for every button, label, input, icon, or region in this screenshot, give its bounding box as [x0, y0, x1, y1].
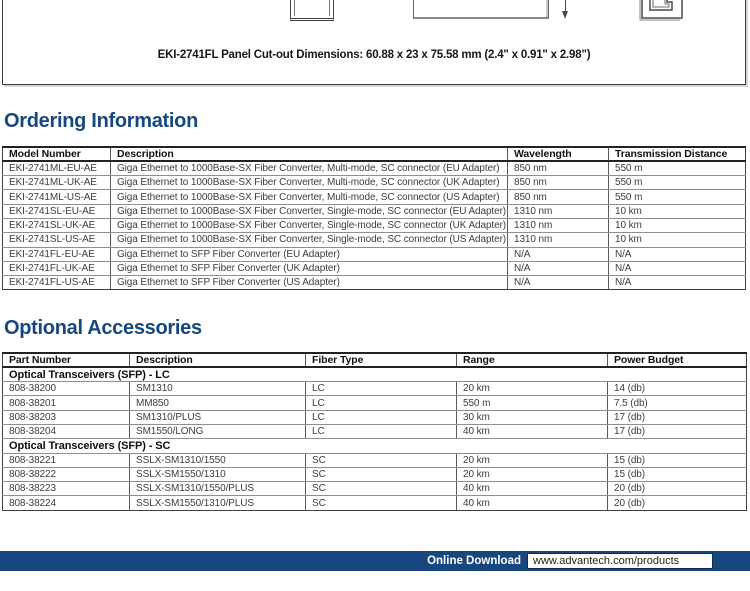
table-cell: LC: [306, 382, 457, 396]
table-row: [3, 247, 746, 261]
column-header: Model Number: [3, 147, 111, 161]
table-row: [3, 218, 746, 232]
table-cell: SM1550/LONG: [130, 424, 306, 438]
table-row: [3, 453, 747, 467]
table-cell: LC: [306, 424, 457, 438]
table-cell: Giga Ethernet to 1000Base-SX Fiber Converter, Multi-mode, SC connector (UK Adapter): [111, 176, 508, 190]
diagram-caption: EKI-2741FL Panel Cut-out Dimensions: 60.88 x 23 x 75.58 mm (2.4" x 0.91" x 2.98"): [157, 49, 591, 61]
header-row: [3, 147, 746, 161]
table-cell: 850 nm: [508, 176, 609, 190]
column-header: Wavelength: [508, 147, 609, 161]
table-row: [3, 233, 746, 247]
table-cell: 550 m: [609, 161, 746, 175]
table-cell: N/A: [609, 247, 746, 261]
table-cell: 10 km: [609, 218, 746, 232]
table-row: [3, 161, 746, 175]
column-header: Description: [130, 353, 306, 367]
table-cell: 808-38203: [3, 410, 130, 424]
ordering-information-title: Ordering Information: [4, 110, 199, 132]
table-cell: 15 (db): [608, 453, 747, 467]
table-cell: SSLX-SM1310/1550/PLUS: [130, 482, 306, 496]
table-cell: 850 nm: [508, 161, 609, 175]
download-url-link[interactable]: www.advantech.com/products: [527, 553, 713, 569]
table-cell: 40 km: [457, 424, 608, 438]
table-cell: EKI-2741FL-US-AE: [3, 276, 111, 290]
table-row: [3, 276, 746, 290]
table-cell: 808-38204: [3, 424, 130, 438]
table-cell: Giga Ethernet to SFP Fiber Converter (UK Adapter): [111, 261, 508, 275]
table-cell: 17 (db): [608, 410, 747, 424]
table-cell: 808-38201: [3, 396, 130, 410]
table-cell: EKI-2741FL-UK-AE: [3, 261, 111, 275]
table-row: [3, 424, 747, 438]
table-cell: 808-38223: [3, 482, 130, 496]
accessories-table: [2, 352, 747, 511]
table-cell: LC: [306, 410, 457, 424]
panel-frame-side-view: [290, 0, 334, 21]
table-row: [3, 467, 747, 481]
online-download-label: Online Download: [427, 555, 521, 567]
table-cell: 20 (db): [608, 496, 747, 510]
table-cell: N/A: [609, 261, 746, 275]
header-row: [3, 353, 747, 367]
table-cell: Giga Ethernet to 1000Base-SX Fiber Converter, Single-mode, SC connector (EU Adapter): [111, 204, 508, 218]
table-cell: EKI-2741ML-UK-AE: [3, 176, 111, 190]
online-download-bar: [0, 551, 750, 571]
table-cell: 808-38224: [3, 496, 130, 510]
table-row: [3, 410, 747, 424]
table-cell: MM850: [130, 396, 306, 410]
table-cell: 1310 nm: [508, 233, 609, 247]
table-cell: Giga Ethernet to SFP Fiber Converter (EU Adapter): [111, 247, 508, 261]
table-cell: 550 m: [609, 176, 746, 190]
column-header: Part Number: [3, 353, 130, 367]
sc-connector-icon: [637, 0, 687, 22]
table-cell: 1310 nm: [508, 204, 609, 218]
table-cell: 20 (db): [608, 482, 747, 496]
panel-frame-inner-line: [294, 0, 330, 16]
table-cell: 17 (db): [608, 424, 747, 438]
table-cell: 40 km: [457, 482, 608, 496]
table-row: [3, 382, 747, 396]
table-cell: 10 km: [609, 204, 746, 218]
table-cell: EKI-2741SL-UK-AE: [3, 218, 111, 232]
section-row: [3, 439, 747, 453]
table-cell: Giga Ethernet to 1000Base-SX Fiber Converter, Multi-mode, SC connector (US Adapter): [111, 190, 508, 204]
table-cell: 550 m: [609, 190, 746, 204]
table-cell: SC: [306, 482, 457, 496]
optional-accessories-title: Optional Accessories: [4, 317, 202, 339]
table-row: [3, 261, 746, 275]
table-cell: 20 km: [457, 467, 608, 481]
table-cell: 850 nm: [508, 190, 609, 204]
table-cell: N/A: [508, 261, 609, 275]
table-row: [3, 482, 747, 496]
table-row: [3, 396, 747, 410]
column-header: Transmission Distance: [609, 147, 746, 161]
table-cell: 550 m: [457, 396, 608, 410]
table-cell: 808-38221: [3, 453, 130, 467]
table-cell: N/A: [508, 276, 609, 290]
table-cell: SM1310/PLUS: [130, 410, 306, 424]
table-cell: EKI-2741SL-US-AE: [3, 233, 111, 247]
table-cell: 20 km: [457, 382, 608, 396]
table-cell: Giga Ethernet to 1000Base-SX Fiber Converter, Single-mode, SC connector (UK Adapter): [111, 218, 508, 232]
table-cell: 808-38222: [3, 467, 130, 481]
table-cell: EKI-2741ML-US-AE: [3, 190, 111, 204]
table-cell: SC: [306, 453, 457, 467]
column-header: Range: [457, 353, 608, 367]
table-cell: EKI-2741SL-EU-AE: [3, 204, 111, 218]
table-cell: LC: [306, 396, 457, 410]
column-header: Fiber Type: [306, 353, 457, 367]
ordering-table: [2, 146, 746, 290]
table-cell: N/A: [609, 276, 746, 290]
table-row: [3, 496, 747, 510]
panel-cutout-diagram: [2, 0, 746, 85]
table-row: [3, 190, 746, 204]
table-cell: 20 km: [457, 453, 608, 467]
table-cell: 808-38200: [3, 382, 130, 396]
table-cell: SC: [306, 496, 457, 510]
table-cell: 40 km: [457, 496, 608, 510]
table-cell: 7.5 (db): [608, 396, 747, 410]
section-row: [3, 367, 747, 381]
table-cell: N/A: [508, 247, 609, 261]
table-cell: Giga Ethernet to SFP Fiber Converter (US Adapter): [111, 276, 508, 290]
table-cell: 10 km: [609, 233, 746, 247]
table-cell: Giga Ethernet to 1000Base-SX Fiber Converter, Multi-mode, SC connector (EU Adapter): [111, 161, 508, 175]
table-cell: SSLX-SM1550/1310/PLUS: [130, 496, 306, 510]
panel-plate-view: [413, 0, 549, 19]
table-cell: SSLX-SM1550/1310: [130, 467, 306, 481]
table-cell: 1310 nm: [508, 218, 609, 232]
section-label: Optical Transceivers (SFP) - LC: [3, 367, 747, 381]
table-cell: SC: [306, 467, 457, 481]
dimension-arrowhead-icon: [562, 11, 568, 19]
table-cell: EKI-2741FL-EU-AE: [3, 247, 111, 261]
table-cell: SSLX-SM1310/1550: [130, 453, 306, 467]
table-cell: EKI-2741ML-EU-AE: [3, 161, 111, 175]
column-header: Power Budget: [608, 353, 747, 367]
table-cell: 15 (db): [608, 467, 747, 481]
table-cell: SM1310: [130, 382, 306, 396]
table-cell: Giga Ethernet to 1000Base-SX Fiber Converter, Single-mode, SC connector (US Adapter): [111, 233, 508, 247]
section-label: Optical Transceivers (SFP) - SC: [3, 439, 747, 453]
table-cell: 14 (db): [608, 382, 747, 396]
table-row: [3, 204, 746, 218]
column-header: Description: [111, 147, 508, 161]
table-row: [3, 176, 746, 190]
table-cell: 30 km: [457, 410, 608, 424]
